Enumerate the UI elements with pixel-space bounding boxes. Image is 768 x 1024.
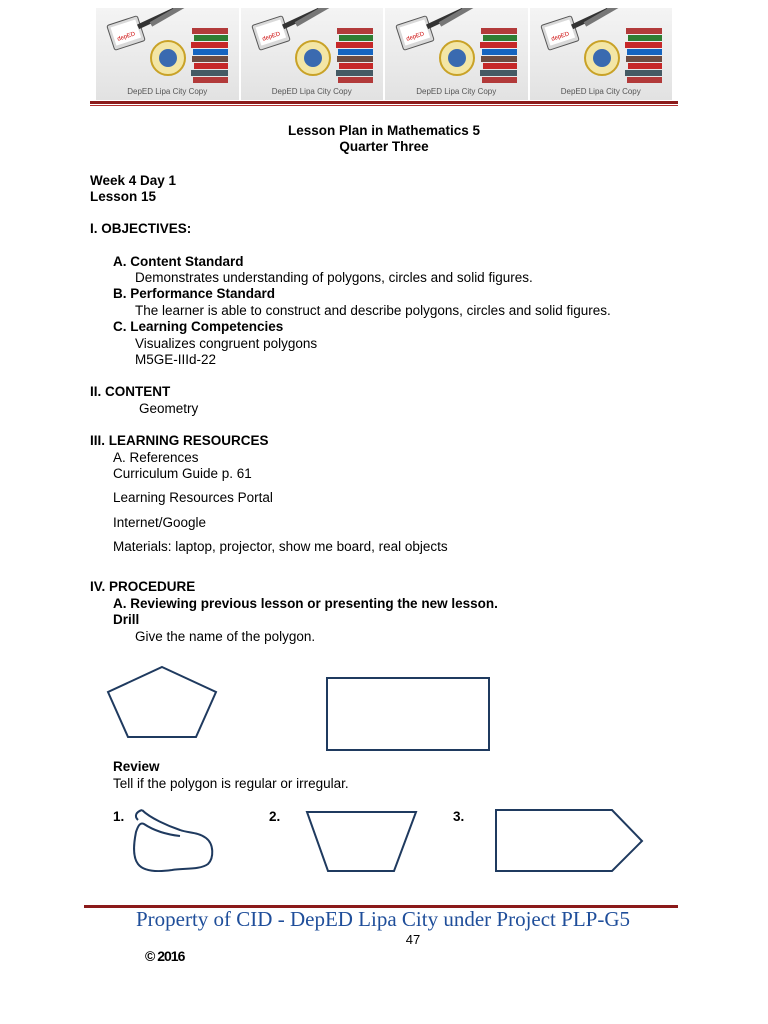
svg-text:depED: depED (405, 31, 426, 43)
banner-caption: DepED Lipa City Copy (127, 87, 208, 96)
header-rule (90, 101, 678, 104)
content-standard-text: Demonstrates understanding of polygons, circles and solid figures. (135, 270, 533, 285)
banner-caption: DepED Lipa City Copy (271, 87, 352, 96)
header-banner (96, 8, 672, 100)
procedure-heading: IV. PROCEDURE (90, 579, 196, 594)
review-label: Review (113, 759, 160, 774)
rectangle-shape (325, 676, 493, 754)
header-rule-thin (90, 105, 678, 106)
banner-caption: DepED Lipa City Copy (560, 87, 641, 96)
svg-text:depED: depED (550, 31, 570, 43)
property-notice: Property of CID - DepED Lipa City under Project PLP-G5 (135, 907, 630, 931)
week-day-label: Week 4 Day 1 (90, 173, 177, 188)
performance-standard-text: The learner is able to construct and describe polygons, circles and solid figures. (135, 303, 611, 318)
svg-text:depED: depED (116, 31, 137, 43)
learning-competency-text: Visualizes congruent polygons (135, 336, 318, 351)
item-number: 1. (113, 809, 125, 824)
learning-resources-heading: III. LEARNING RESOURCES (90, 433, 269, 448)
drill-instruction: Give the name of the polygon. (135, 629, 316, 644)
resource-item: Materials: laptop, projector, show me board, real objects (113, 539, 448, 554)
content-heading: II. CONTENT (90, 384, 171, 399)
content-text: Geometry (139, 401, 199, 416)
review-instruction: Tell if the polygon is regular or irregular. (113, 776, 349, 791)
svg-text:depED: depED (261, 31, 281, 43)
trapezoid-shape (305, 810, 419, 874)
resource-item: Learning Resources Portal (113, 490, 273, 505)
page-number: 47 (405, 932, 421, 947)
document-title: Lesson Plan in Mathematics 5 (287, 123, 481, 138)
learning-competencies-heading: C. Learning Competencies (113, 319, 284, 334)
pentagon-arrow-shape (494, 808, 646, 874)
document-subtitle: Quarter Three (339, 139, 429, 154)
pentagon-shape (104, 664, 220, 742)
item-number: 2. (269, 809, 281, 824)
competency-code: M5GE-IIId-22 (135, 352, 217, 367)
references-label: A. References (113, 450, 199, 465)
banner-tile (241, 8, 384, 100)
drill-label: Drill (113, 612, 140, 627)
objectives-heading: I. OBJECTIVES: (90, 221, 192, 236)
item-number: 3. (453, 809, 465, 824)
banner-caption: DepED Lipa City Copy (416, 87, 497, 96)
banner-tile (96, 8, 239, 100)
banner-tile (530, 8, 673, 100)
lesson-label: Lesson 15 (90, 189, 157, 204)
procedure-a-heading: A. Reviewing previous lesson or presenting the new lesson. (113, 596, 498, 611)
copyright-mark: © 2016 (145, 948, 185, 964)
irregular-blob-shape (128, 806, 218, 876)
performance-standard-heading: B. Performance Standard (113, 286, 276, 301)
banner-tile (385, 8, 528, 100)
content-standard-heading: A. Content Standard (113, 254, 244, 269)
resource-item: Internet/Google (113, 515, 207, 530)
resource-item: Curriculum Guide p. 61 (113, 466, 252, 481)
